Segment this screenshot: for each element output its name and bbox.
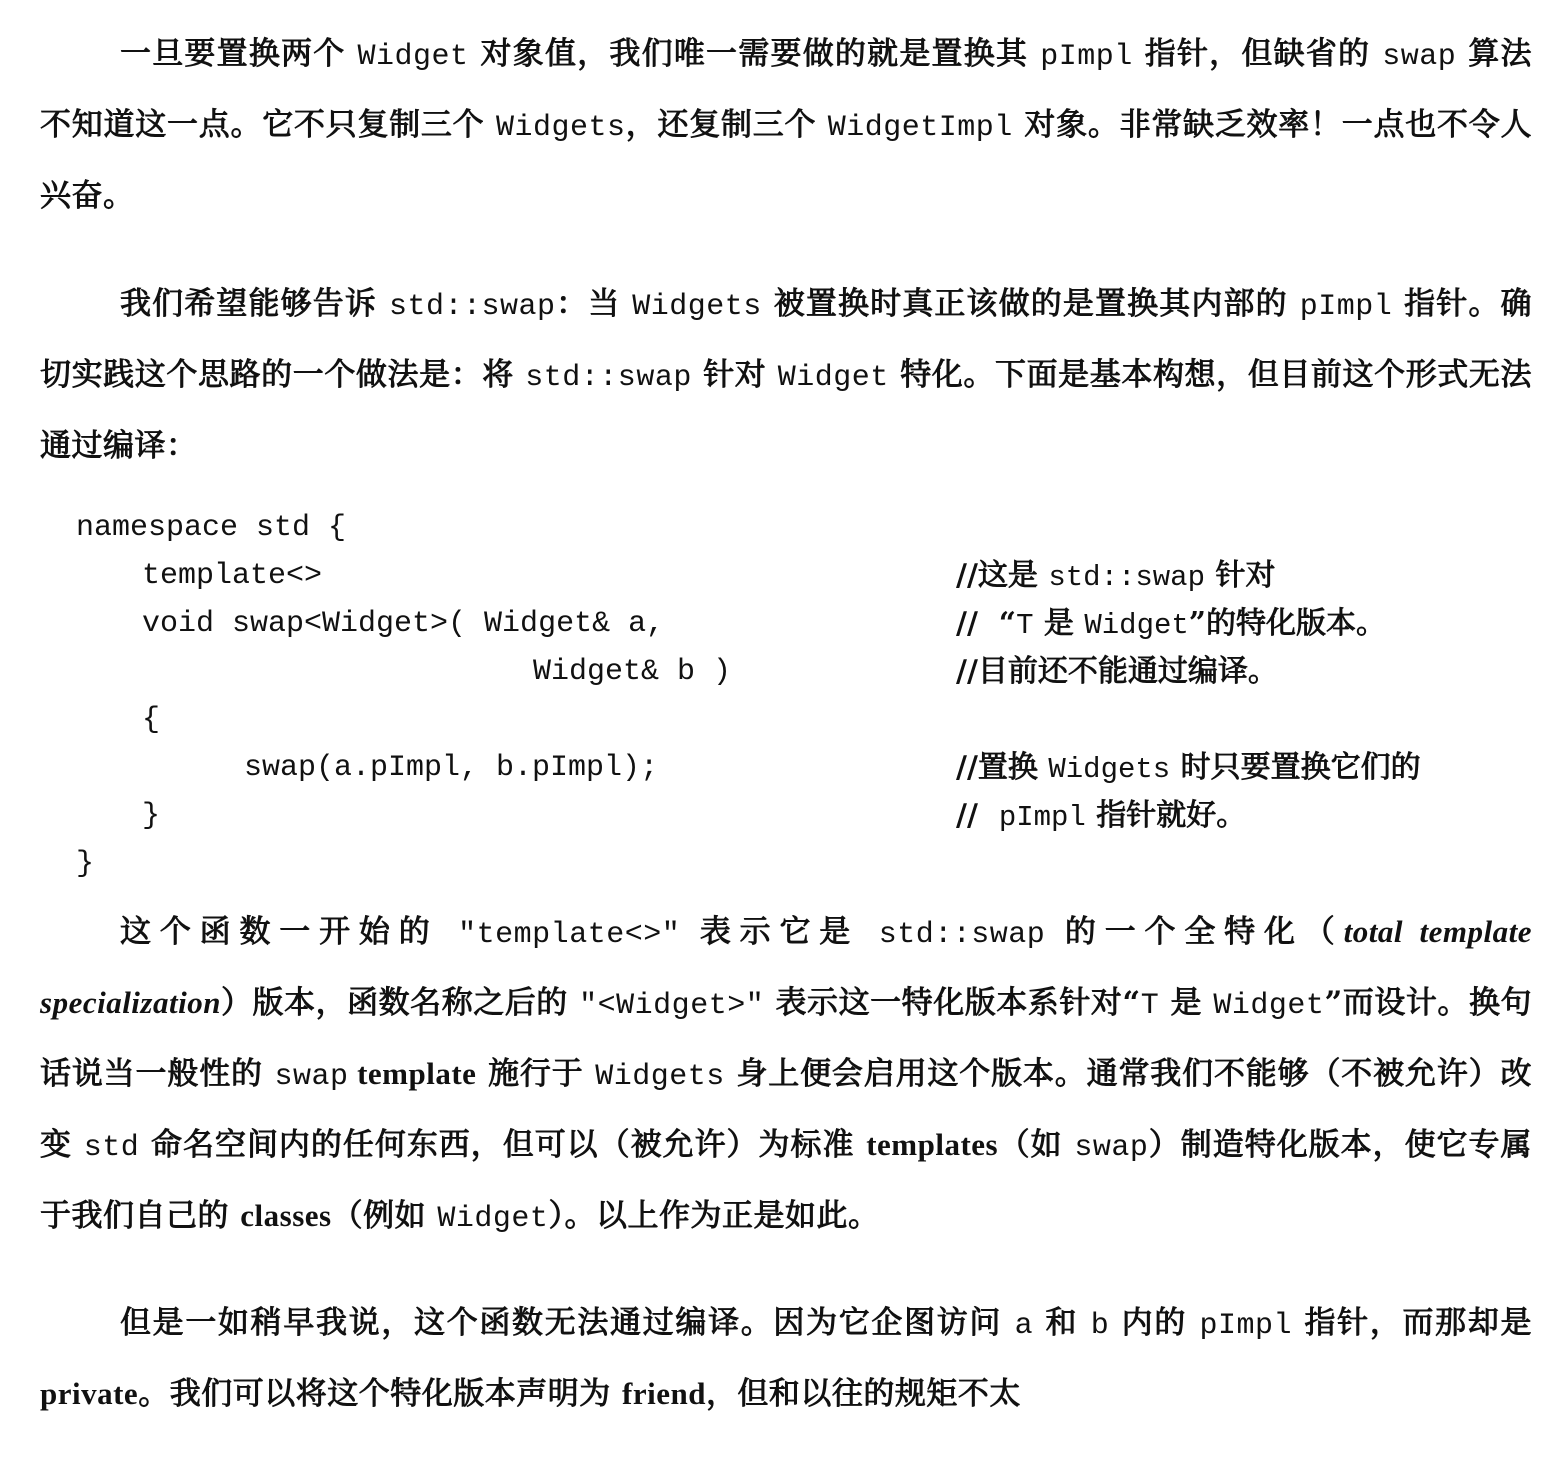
code-line: } [142,799,161,833]
code-comment: // “T 是 Widget”的特化版本。 [956,606,1387,642]
code-line: void swap<Widget>( Widget& a, [142,607,665,641]
code-line: namespace std { [76,511,347,545]
code-line: { [142,703,161,737]
code-comment: //这是 std::swap 针对 [956,558,1276,594]
code-comment: // pImpl 指针就好。 [956,798,1247,834]
paragraph-4: 但是一如稍早我说，这个函数无法通过编译。因为它企图访问 a 和 b 内的 pImpl 指针，而那却是 private。我们可以将这个特化版本声明为 friend，但和以往的规矩不太 [40,1305,1533,1412]
paragraph-3: 这个函数一开始的 "template<>" 表示它是 std::swap 的一个全特化（total template specialization）版本，函数名称之后的 "<Widget>" 表示这一特化版本系针对“T 是 Widget”而设计。换句话说当一般性的 swap template 施行于 Widgets 身上便会启用这个版本。通常我们不能够（不被允许）改变 std 命名空间内的任何东西，但可以（被允许）为标准 templates（如 swap）制造特化版本，使它专属于我们自己的 classes（例如 Widget）。以上作为正是如此。 [40,914,1533,1236]
code-comment: //置换 Widgets 时只要置换它们的 [956,750,1421,786]
code-line: Widget& b ) [533,655,732,689]
page-content [40,20,1532,1428]
paragraph-1: 一旦要置换两个 Widget 对象值，我们唯一需要做的就是置换其 pImpl 指针，但缺省的 swap 算法不知道这一点。它不只复制三个 Widgets，还复制三个 WidgetImpl 对象。非常缺乏效率！一点也不令人兴奋。 [40,36,1533,214]
code-line: } [76,847,95,881]
code-listing [40,492,1532,884]
code-line: template<> [142,559,323,593]
code-line: swap(a.pImpl, b.pImpl); [244,751,659,785]
code-comment: //目前还不能通过编译。 [956,654,1278,689]
paragraph-2: 我们希望能够告诉 std::swap：当 Widgets 被置换时真正该做的是置换其内部的 pImpl 指针。确切实践这个思路的一个做法是：将 std::swap 针对 Widget 特化。下面是基本构想，但目前这个形式无法通过编译： [40,286,1533,464]
